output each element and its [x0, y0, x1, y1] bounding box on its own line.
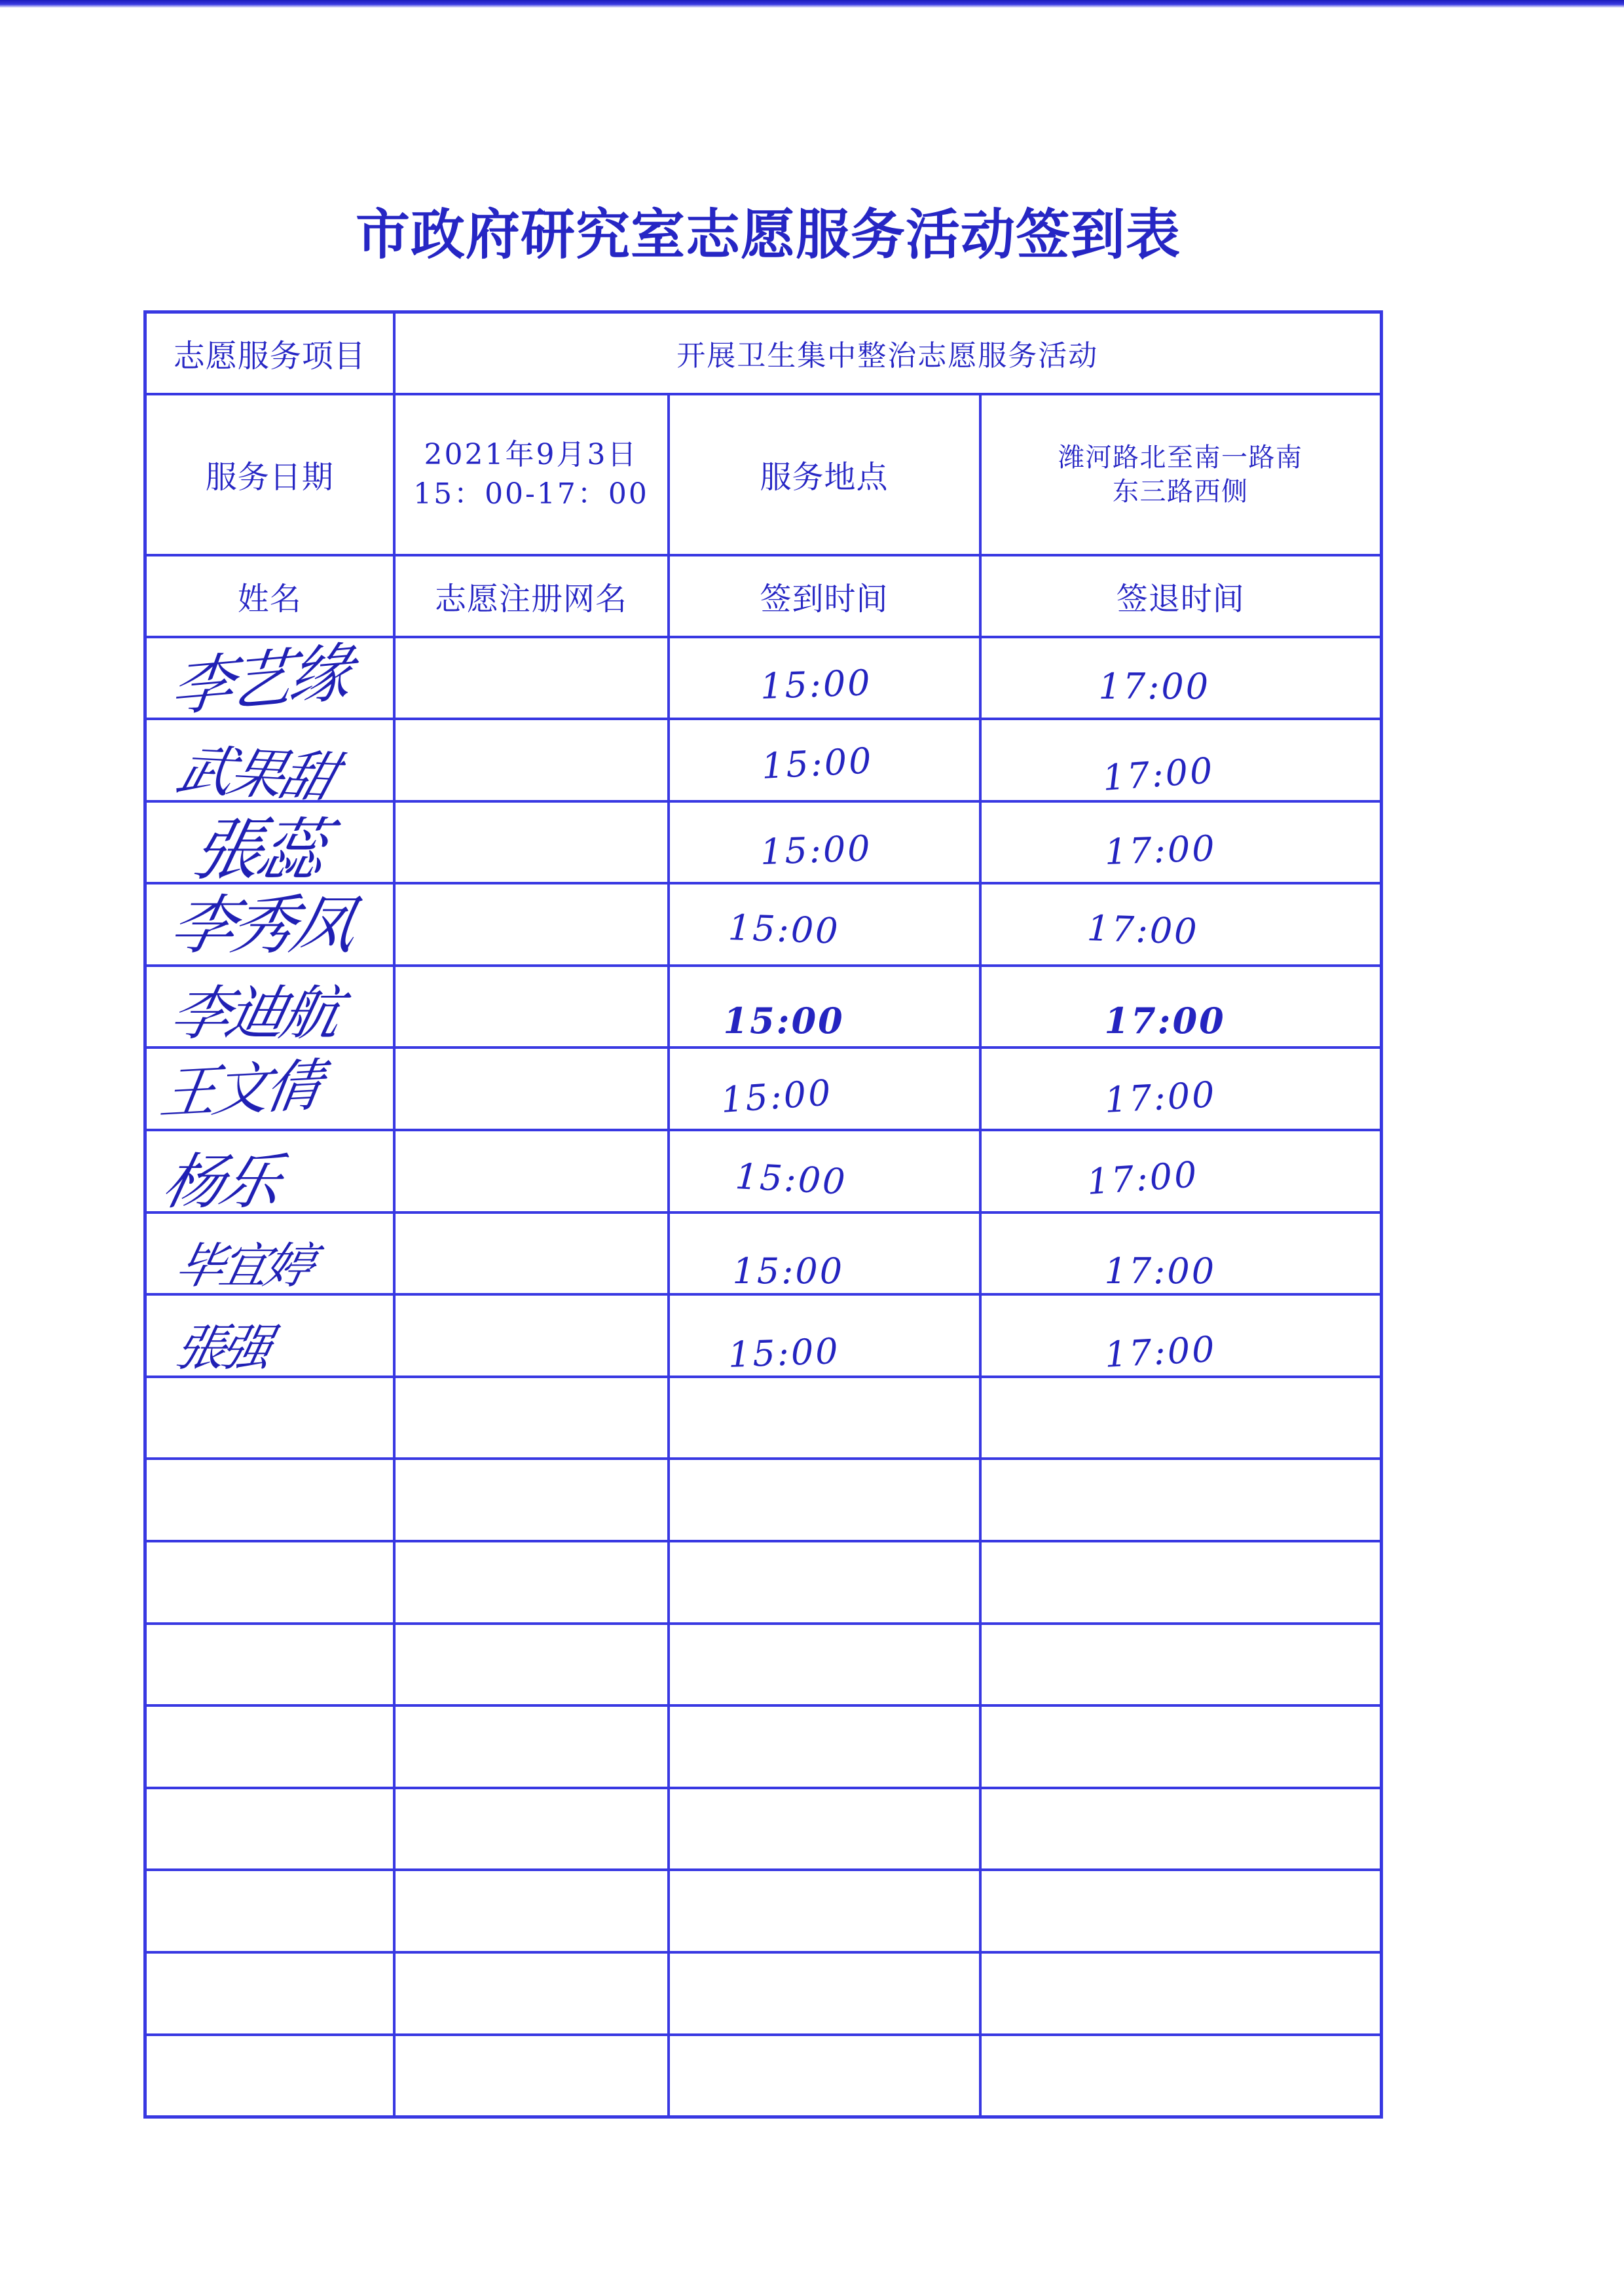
name-cell [145, 1705, 394, 1788]
blank-row [145, 1788, 1382, 1870]
sign-out-cell [980, 1377, 1382, 1459]
blank-row [145, 1459, 1382, 1541]
sign-in-cell [669, 1624, 980, 1706]
service-place-line-1: 潍河路北至南一路南 [1058, 442, 1303, 473]
net-name-cell [394, 883, 669, 966]
sign-in-cell [669, 1130, 980, 1212]
sign-in-cell [669, 1459, 980, 1541]
name-cell [145, 1294, 394, 1377]
name-cell [145, 1870, 394, 1952]
net-name-cell [394, 1624, 669, 1706]
net-name-cell [394, 1541, 669, 1624]
net-name-cell [394, 1952, 669, 2035]
name-cell [145, 1541, 394, 1624]
table-row [145, 966, 1382, 1048]
column-header-sign-in: 签到时间 [669, 555, 980, 637]
sign-out-time: 17:00 [1098, 665, 1211, 707]
name-cell [145, 966, 394, 1048]
name-cell [145, 1952, 394, 2035]
sign-out-time: 17:00 [1103, 1074, 1217, 1121]
column-header-sign-out: 签退时间 [980, 555, 1382, 637]
service-place-line-2: 东三路西侧 [1113, 476, 1249, 507]
sign-out-cell [980, 1705, 1382, 1788]
net-name-cell [394, 966, 669, 1048]
name-cell [145, 1459, 394, 1541]
sign-out-time: 17:00 [1085, 1154, 1200, 1203]
sign-in-time: 15:00 [727, 1330, 841, 1376]
volunteer-signature: 王文倩 [156, 1053, 323, 1127]
table-row [145, 637, 1382, 720]
sign-out-time: 17:00 [1101, 750, 1215, 799]
net-name-cell [394, 1212, 669, 1295]
sign-out-cell [980, 1788, 1382, 1870]
sign-out-cell [980, 1212, 1382, 1295]
sign-in-cell [669, 1294, 980, 1377]
name-cell [145, 1048, 394, 1130]
sign-in-time: 15:00 [727, 907, 841, 953]
blank-row [145, 1952, 1382, 2035]
sign-out-time: 17:00 [1104, 1250, 1217, 1292]
sign-in-cell [669, 1788, 980, 1870]
blank-row [145, 1377, 1382, 1459]
net-name-cell [394, 1788, 669, 1870]
sign-in-cell [669, 883, 980, 966]
service-place-value [980, 394, 1382, 555]
sign-out-cell [980, 719, 1382, 801]
net-name-cell [394, 719, 669, 801]
sign-in-time: 15:00 [723, 999, 845, 1042]
sign-out-time: 17:00 [1103, 827, 1217, 873]
table-row [145, 1048, 1382, 1130]
sign-in-time: 15:00 [759, 827, 873, 873]
blank-row [145, 2035, 1382, 2117]
table-row [145, 801, 1382, 884]
blank-row [145, 1705, 1382, 1788]
sign-in-time: 15:00 [759, 661, 873, 707]
net-name-cell [394, 1048, 669, 1130]
sign-in-cell [669, 801, 980, 884]
volunteer-signature: 武果甜 [170, 738, 341, 810]
project-row [145, 312, 1382, 394]
sign-out-cell [980, 1294, 1382, 1377]
sign-out-cell [980, 637, 1382, 720]
table-row [145, 1130, 1382, 1212]
sign-out-cell [980, 966, 1382, 1048]
volunteer-signature: 李秀凤 [163, 888, 361, 964]
column-header-net-name: 志愿注册网名 [394, 555, 669, 637]
sign-in-cell [669, 1212, 980, 1295]
project-value: 开展卫生集中整治志愿服务活动 [676, 339, 1099, 373]
net-name-cell [394, 801, 669, 884]
sign-out-cell [980, 1952, 1382, 2035]
sign-out-cell [980, 801, 1382, 884]
service-time: 15：00-17：00 [413, 477, 649, 511]
sign-out-cell [980, 1459, 1382, 1541]
sign-in-cell [669, 1377, 980, 1459]
sign-in-cell [669, 1952, 980, 2035]
service-row [145, 394, 1382, 555]
name-cell [145, 1377, 394, 1459]
service-date-value [394, 394, 669, 555]
project-value-cell [394, 312, 1382, 394]
name-cell [145, 635, 394, 725]
volunteer-signature: 毕宜婷 [170, 1237, 316, 1294]
blank-row [145, 1624, 1382, 1706]
table-row [145, 1294, 1382, 1377]
volunteer-signature: 杨乐 [157, 1147, 285, 1218]
sign-in-time: 15:00 [733, 1156, 848, 1203]
table-row [145, 1212, 1382, 1295]
blank-row [145, 1870, 1382, 1952]
volunteer-signature: 張蕊 [185, 809, 331, 890]
net-name-cell [394, 1130, 669, 1212]
project-label: 志愿服务项目 [145, 312, 394, 394]
sign-in-time: 15:00 [719, 1072, 834, 1121]
sign-out-cell [980, 883, 1382, 966]
name-cell [145, 801, 394, 890]
name-cell [145, 719, 394, 810]
name-cell [145, 1130, 394, 1218]
name-cell [145, 2035, 394, 2117]
sign-in-cell [669, 2035, 980, 2117]
name-cell [145, 883, 394, 966]
volunteer-signature: 李艺缘 [167, 635, 352, 725]
name-cell [145, 1788, 394, 1870]
blank-row [145, 1541, 1382, 1624]
net-name-cell [394, 1377, 669, 1459]
column-header-row [145, 555, 1382, 637]
service-date: 2021年9月3日 [424, 437, 638, 471]
sign-in-cell [669, 1870, 980, 1952]
column-header-name: 姓名 [145, 555, 394, 637]
sign-out-cell [980, 2035, 1382, 2117]
sign-in-cell [669, 1541, 980, 1624]
sign-in-cell [669, 966, 980, 1048]
service-place-label: 服务地点 [669, 394, 980, 555]
page-title: 市政府研究室志愿服务活动签到表 [356, 202, 1181, 266]
net-name-cell [394, 1705, 669, 1788]
net-name-cell [394, 1294, 669, 1377]
sign-out-time: 17:00 [1086, 907, 1200, 953]
volunteer-signature: 李迪航 [164, 979, 344, 1048]
net-name-cell [394, 1459, 669, 1541]
sign-in-cell [669, 1705, 980, 1788]
sign-out-cell [980, 1870, 1382, 1952]
name-cell [145, 1212, 394, 1295]
table-row [145, 719, 1382, 801]
sign-out-time: 17:00 [1104, 999, 1226, 1042]
net-name-cell [394, 1870, 669, 1952]
scan-edge-strip [0, 0, 1624, 8]
sign-in-sheet-table [143, 310, 1383, 2119]
service-date-label: 服务日期 [145, 394, 394, 555]
sign-in-time: 15:00 [732, 1250, 845, 1292]
net-name-cell [394, 2035, 669, 2117]
sign-out-cell [980, 1130, 1382, 1212]
net-name-cell [394, 637, 669, 720]
sign-in-cell [669, 719, 980, 801]
sign-in-cell [669, 1048, 980, 1130]
table-row [145, 883, 1382, 966]
sign-out-time: 17:00 [1103, 1328, 1217, 1376]
name-cell [145, 1624, 394, 1706]
sign-out-cell [980, 1048, 1382, 1130]
sign-out-cell [980, 1541, 1382, 1624]
sign-out-cell [980, 1624, 1382, 1706]
sign-in-time: 15:00 [760, 740, 874, 788]
sign-in-cell [669, 637, 980, 720]
volunteer-signature: 張强 [170, 1319, 274, 1377]
